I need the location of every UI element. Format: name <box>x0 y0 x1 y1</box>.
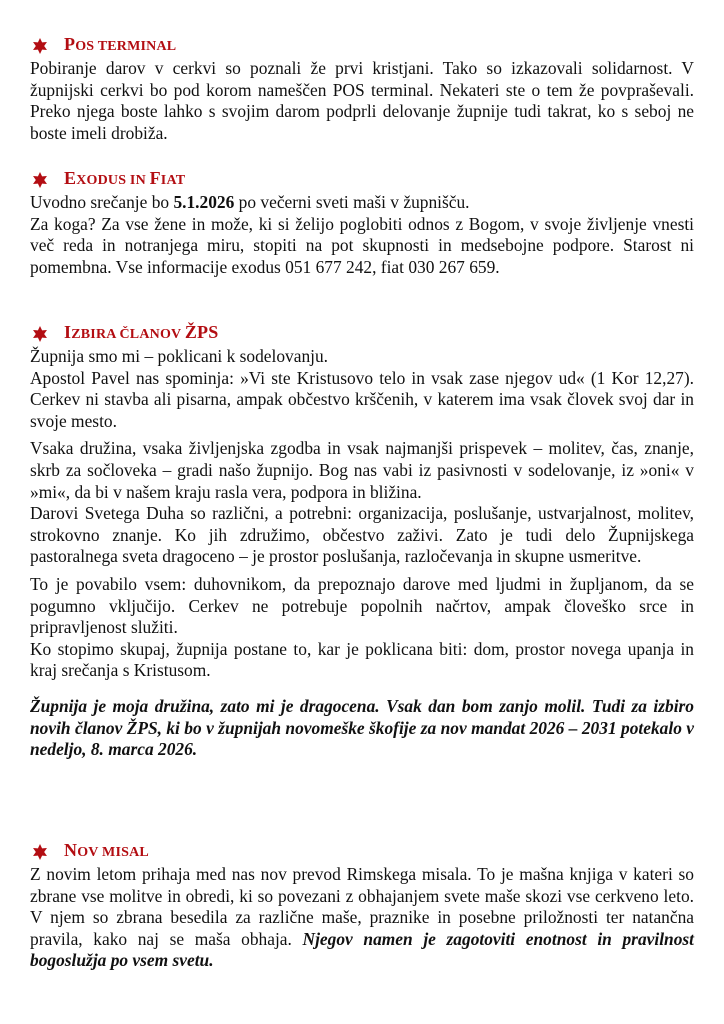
heading-text: NOV MISAL <box>64 840 149 861</box>
paragraph: Vsaka družina, vsaka življenjska zgodba in vsak najmanjši prispevek – molitev, čas, znanje, skrb za sočloveka – gradi našo župnijo. Bog nas vabi iz pasivnosti v sodelovanje, iz »oni« v »mi«, da bi v našem kraju rasla vera, podpora in bližina. <box>30 438 694 502</box>
meeting-date: 5.1.2026 <box>173 192 235 212</box>
paragraph: Ko stopimo skupaj, župnija postane to, kar je poklicana biti: dom, prostor novega upanja in kraj srečanja s Kristusom. <box>30 638 694 681</box>
star-icon <box>32 38 48 54</box>
section-pos-terminal <box>30 34 694 144</box>
paragraph: Z novim letom prihaja med nas nov prevod Rimskega misala. To je mašna knjiga v kateri so zbrane vse molitve in obredi, ki so povezani z obhajanjem svete maše skozi vse cerkveno leto. V njem so zbrana besedila za različne maše, praznike in posebne priložnosti ter natančna pravila, kako naj se maša obhaja. Njegov namen je zagotoviti enotnost in pravilnost bogoslužja po vsem svetu. <box>30 864 694 971</box>
section-nov-misal <box>30 840 694 972</box>
section-izbira-clanov-zps <box>30 322 694 761</box>
heading-text: EXODUS IN FIAT <box>64 168 186 189</box>
paragraph: Darovi Svetega Duha so različni, a potrebni: organizacija, poslušanje, ustvarjalnost, molitev, strokovno znanje. Ko jih združimo, občestvo zaživi. Zato je tudi delo Župnijskega pastoralnega sveta dragoceno – je prostor poslušanja, razločevanja in skupne usmeritve. <box>30 503 694 567</box>
section-heading <box>30 322 694 346</box>
meeting-line: Uvodno srečanje bo 5.1.2026 po večerni sveti maši v župnišču. <box>30 192 470 212</box>
heading-text: IZBIRA ČLANOV ŽPS <box>64 322 219 343</box>
emphasis-text: Njegov namen je zagotoviti enotnost in pravilnost bogoslužja po vsem svetu. <box>30 928 694 971</box>
star-icon <box>32 172 48 188</box>
paragraph: Pobiranje darov v cerkvi so poznali že prvi kristjani. Tako so izkazovali solidarnost. V župnijski cerkvi bo pod korom nameščen POS terminal. Nekateri ste o tem že povpraševali. Preko njega boste lahko s svojim darom podprli delovanje župnije tudi takrat, ko s seboj ne boste imeli drobiža. <box>30 58 694 143</box>
section-heading <box>30 168 694 192</box>
star-icon <box>32 326 48 342</box>
star-icon <box>32 844 48 860</box>
paragraph: Za koga? Za vse žene in može, ki si želijo poglobiti odnos z Bogom, v svoje življenje vnesti več reda in notranjega miru, stopiti na pot skupnosti in medsebojne podpore. Starost ni pomembna. Vse informacije exodus 051 677 242, fiat 030 267 659. <box>30 213 694 277</box>
section-exodus-fiat <box>30 168 694 278</box>
heading-text: POS TERMINAL <box>64 34 177 55</box>
section-heading <box>30 840 694 864</box>
paragraph: To je povabilo vsem: duhovnikom, da prepoznajo darove med ljudmi in župljanom, da se pogumno vključijo. Cerkev ne potrebuje popolnih načrtov, ampak človeško srce in pripravljenost služiti. <box>30 573 694 638</box>
emphasis-paragraph: Župnija je moja družina, zato mi je dragocena. Vsak dan bom zanjo molil. Tudi za izbiro novih članov ŽPS, ki bo v župnijah novomeške škofije za nov mandat 2026 – 2031 potekalo v nedeljo, 8. marca 2026. <box>30 695 694 760</box>
paragraph: Župnija smo mi – poklicani k sodelovanju. <box>30 346 329 366</box>
section-heading <box>30 34 694 58</box>
paragraph: Apostol Pavel nas spominja: »Vi ste Kristusovo telo in vsak zase njegov ud« (1 Kor 12,27). Cerkev ni stavba ali pisarna, ampak občestvo krščenih, v katerem ima vsak človek svoj dar in svoje mesto. <box>30 367 694 431</box>
